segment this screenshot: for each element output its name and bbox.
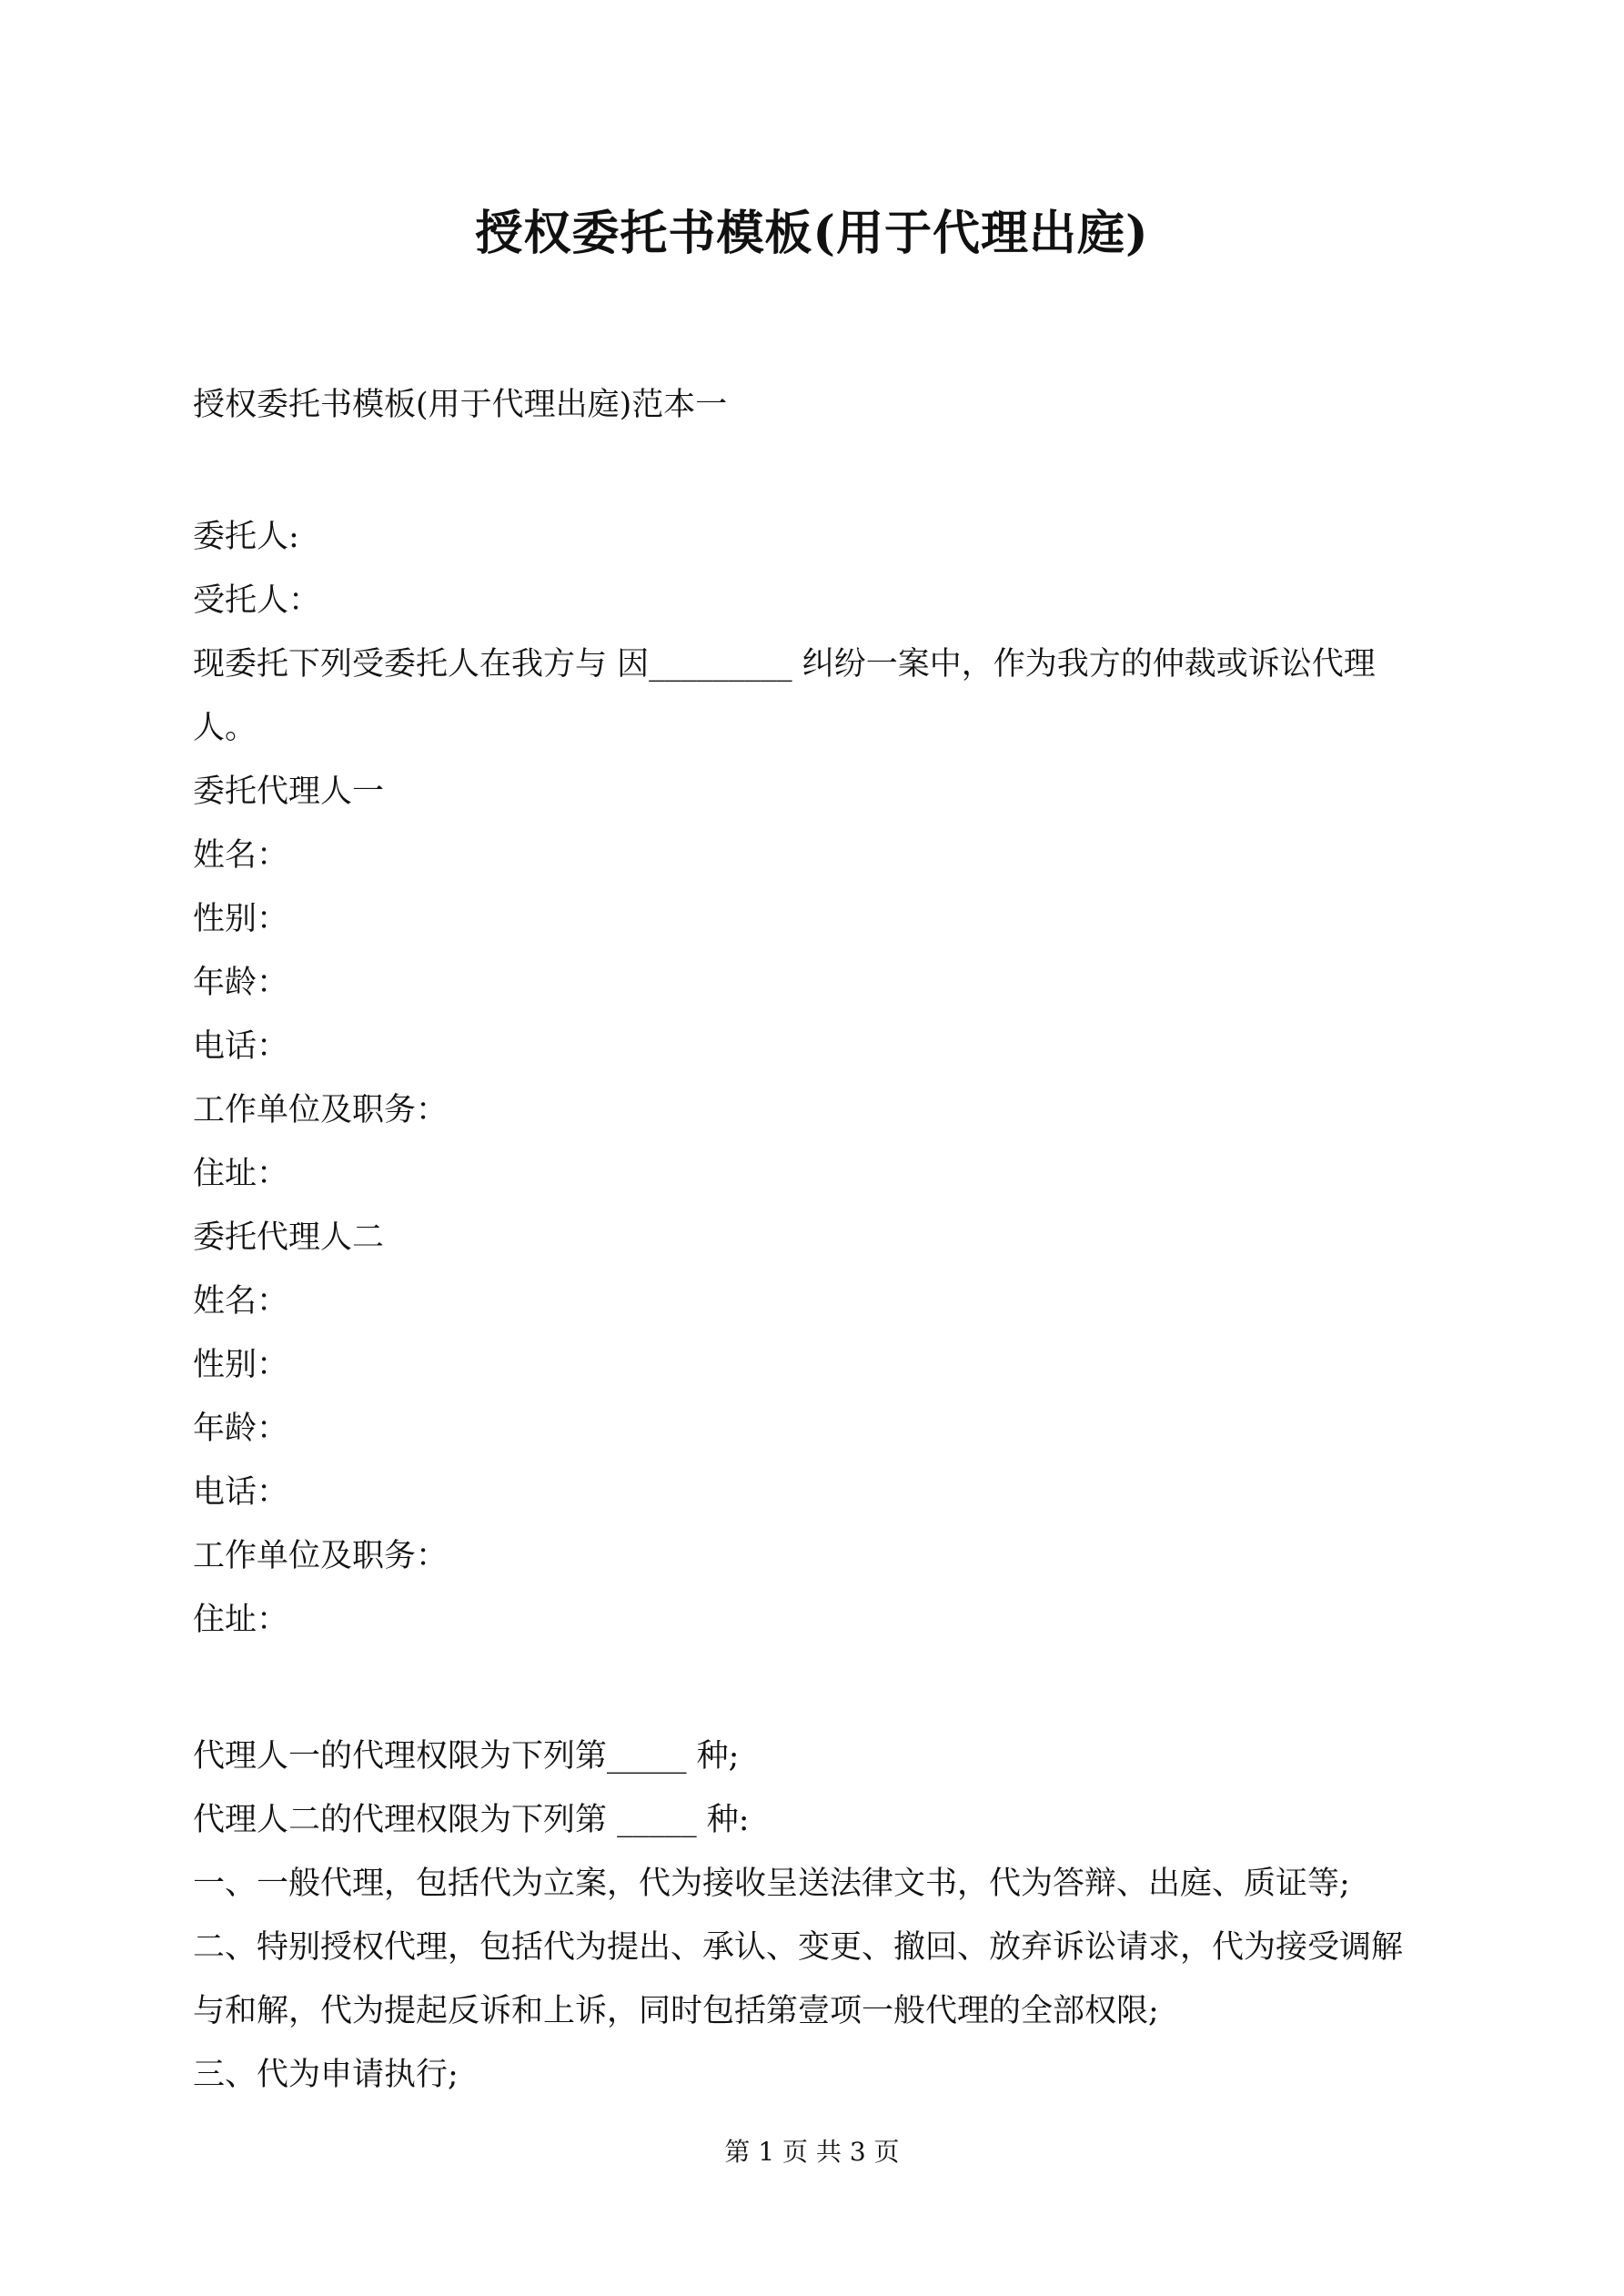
- agent-two-name: 姓名：: [193, 1283, 289, 1320]
- agent-one-phone: 电话：: [193, 1028, 289, 1065]
- agent-one-heading: 委托代理人一: [193, 774, 385, 810]
- authority-option-two-line-1: 二、特别授权代理，包括代为提出、承认、变更、撤回、放弃诉讼请求，代为接受调解: [193, 1929, 1404, 1966]
- template-heading: 授权委托书模板(用于代理出庭)范本一: [193, 387, 728, 423]
- agent-one-age: 年龄：: [193, 965, 289, 1001]
- entrustment-paragraph-line-2: 人。: [193, 710, 257, 746]
- agent-two-employer: 工作单位及职务：: [193, 1538, 449, 1574]
- page-number: 第 1 页 共 3 页: [724, 2137, 900, 2167]
- agent-line: 受托人：: [193, 582, 321, 619]
- agent-one-name: 姓名：: [193, 837, 289, 874]
- agent-two-age: 年龄：: [193, 1411, 289, 1447]
- agent-one-gender: 性别：: [193, 901, 289, 937]
- principal-line: 委托人:: [193, 519, 299, 555]
- agent-two-authority: 代理人二的代理权限为下列第 _____ 种:: [193, 1802, 750, 1838]
- agent-two-address: 住址：: [193, 1602, 289, 1638]
- document-title: 授权委托书模板(用于代理出庭): [475, 206, 1149, 261]
- entrustment-paragraph-line-1: 现委托下列受委托人在我方与 因_________ 纠纷一案中，作为我方的仲裁或诉讼代理: [193, 646, 1376, 683]
- authority-option-one: 一、一般代理，包括代为立案，代为接收呈送法律文书，代为答辩、出庭、质证等;: [193, 1866, 1350, 1902]
- agent-one-authority: 代理人一的代理权限为下列第_____ 种;: [193, 1738, 740, 1775]
- agent-two-gender: 性别：: [193, 1347, 289, 1383]
- agent-one-employer: 工作单位及职务：: [193, 1092, 449, 1128]
- agent-one-address: 住址：: [193, 1156, 289, 1192]
- agent-two-heading: 委托代理人二: [193, 1219, 385, 1256]
- authority-option-two-line-2: 与和解，代为提起反诉和上诉，同时包括第壹项一般代理的全部权限;: [193, 1993, 1159, 2029]
- authority-option-three: 三、代为申请执行;: [193, 2057, 459, 2093]
- agent-two-phone: 电话：: [193, 1474, 289, 1511]
